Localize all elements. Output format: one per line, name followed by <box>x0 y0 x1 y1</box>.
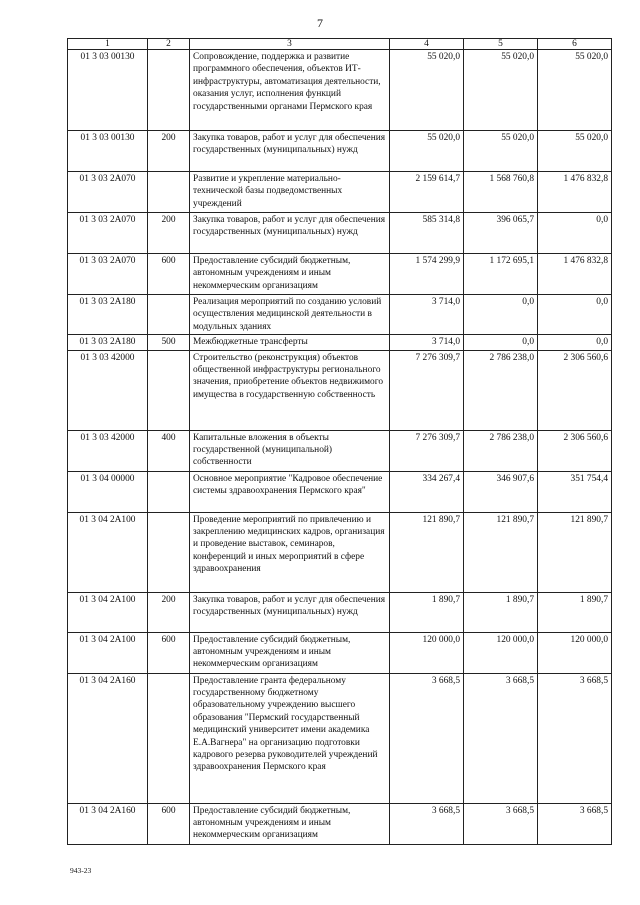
row-code: 01 3 03 42000 <box>68 350 148 430</box>
row-value-col5: 0,0 <box>464 295 538 335</box>
row-code: 01 3 03 00130 <box>68 131 148 172</box>
row-name: Закупка товаров, работ и услуг для обеспечения государственных (муниципальных) нужд <box>190 131 390 172</box>
row-name: Закупка товаров, работ и услуг для обеспечения государственных (муниципальных) нужд <box>190 213 390 254</box>
header-col-5: 5 <box>464 39 538 50</box>
row-value-col6: 3 668,5 <box>538 673 612 803</box>
row-name: Закупка товаров, работ и услуг для обеспечения государственных (муниципальных) нужд <box>190 592 390 632</box>
row-name: Предоставление гранта федеральному государственному бюджетному образовательному учреждению высшего образования "Пермский государственный медицинский университет имени академика Е.А.Вагнера" на организацию подготовки кадрового резерва руководителей учреждений здравоохранения Пермского края <box>190 673 390 803</box>
budget-table <box>67 38 612 845</box>
row-value-col4: 585 314,8 <box>390 213 464 254</box>
header-col-3: 3 <box>190 39 390 50</box>
row-expense-type: 200 <box>148 592 190 632</box>
row-code: 01 3 03 2А070 <box>68 213 148 254</box>
row-code: 01 3 04 2А160 <box>68 803 148 844</box>
row-value-col6: 0,0 <box>538 213 612 254</box>
table-row <box>68 172 612 213</box>
row-name: Сопровождение, поддержка и развитие программного обеспечения, объектов ИТ-инфраструктуры, автоматизация деятельности, оказания услуг, исполнения функций государственными органами Пермского края <box>190 50 390 131</box>
row-value-col4: 121 890,7 <box>390 512 464 592</box>
table-row <box>68 471 612 512</box>
row-code: 01 3 04 2А100 <box>68 592 148 632</box>
header-col-2: 2 <box>148 39 190 50</box>
row-expense-type <box>148 512 190 592</box>
table-row <box>68 131 612 172</box>
header-row <box>68 39 612 50</box>
row-code: 01 3 03 42000 <box>68 430 148 471</box>
table-row <box>68 430 612 471</box>
row-code: 01 3 04 2А100 <box>68 632 148 673</box>
row-value-col6: 3 668,5 <box>538 803 612 844</box>
row-value-col6: 2 306 560,6 <box>538 350 612 430</box>
row-value-col5: 396 065,7 <box>464 213 538 254</box>
row-value-col6: 0,0 <box>538 295 612 335</box>
row-expense-type <box>148 172 190 213</box>
row-name: Проведение мероприятий по привлечению и закреплению медицинских кадров, организация и проведение выставок, семинаров, конференций и иных мероприятий в сфере здравоохранения <box>190 512 390 592</box>
row-value-col6: 2 306 560,6 <box>538 430 612 471</box>
table-row <box>68 632 612 673</box>
row-name: Межбюджетные трансферты <box>190 335 390 350</box>
row-expense-type <box>148 673 190 803</box>
row-value-col4: 1 890,7 <box>390 592 464 632</box>
row-value-col4: 3 714,0 <box>390 335 464 350</box>
table-row <box>68 213 612 254</box>
row-name: Основное мероприятие "Кадровое обеспечение системы здравоохранения Пермского края" <box>190 471 390 512</box>
row-value-col5: 120 000,0 <box>464 632 538 673</box>
row-name: Предоставление субсидий бюджетным, автономным учреждениям и иным некоммерческим организациям <box>190 632 390 673</box>
row-expense-type: 500 <box>148 335 190 350</box>
row-value-col6: 55 020,0 <box>538 131 612 172</box>
table-row <box>68 592 612 632</box>
row-code: 01 3 03 2А180 <box>68 295 148 335</box>
row-value-col6: 121 890,7 <box>538 512 612 592</box>
row-value-col6: 0,0 <box>538 335 612 350</box>
row-value-col6: 55 020,0 <box>538 50 612 131</box>
row-value-col5: 2 786 238,0 <box>464 430 538 471</box>
table-row <box>68 254 612 295</box>
row-value-col5: 0,0 <box>464 335 538 350</box>
row-expense-type <box>148 471 190 512</box>
row-value-col6: 1 476 832,8 <box>538 172 612 213</box>
row-code: 01 3 03 2А070 <box>68 172 148 213</box>
row-expense-type: 400 <box>148 430 190 471</box>
header-col-6: 6 <box>538 39 612 50</box>
row-value-col6: 1 890,7 <box>538 592 612 632</box>
table-row <box>68 50 612 131</box>
row-expense-type: 200 <box>148 131 190 172</box>
row-value-col5: 1 890,7 <box>464 592 538 632</box>
row-code: 01 3 03 2А070 <box>68 254 148 295</box>
row-expense-type <box>148 350 190 430</box>
row-expense-type: 600 <box>148 254 190 295</box>
row-name: Предоставление субсидий бюджетным, автономным учреждениям и иным некоммерческим организациям <box>190 254 390 295</box>
row-name: Строительство (реконструкция) объектов общественной инфраструктуры регионального значения, приобретение объектов недвижимого имущества в государственную собственность <box>190 350 390 430</box>
table-row <box>68 803 612 844</box>
row-value-col5: 3 668,5 <box>464 803 538 844</box>
row-value-col4: 7 276 309,7 <box>390 430 464 471</box>
row-name: Реализация мероприятий по созданию условий осуществления медицинской деятельности в модульных зданиях <box>190 295 390 335</box>
row-value-col4: 3 714,0 <box>390 295 464 335</box>
row-value-col5: 1 568 760,8 <box>464 172 538 213</box>
row-expense-type: 600 <box>148 803 190 844</box>
row-value-col5: 1 172 695,1 <box>464 254 538 295</box>
table-row <box>68 673 612 803</box>
row-value-col6: 1 476 832,8 <box>538 254 612 295</box>
row-name: Капитальные вложения в объекты государственной (муниципальной) собственности <box>190 430 390 471</box>
row-value-col5: 55 020,0 <box>464 131 538 172</box>
row-name: Развитие и укрепление материально-технической базы подведомственных учреждений <box>190 172 390 213</box>
row-value-col5: 3 668,5 <box>464 673 538 803</box>
table-row <box>68 335 612 350</box>
row-value-col6: 351 754,4 <box>538 471 612 512</box>
page-number: 7 <box>317 16 323 30</box>
row-code: 01 3 04 2А160 <box>68 673 148 803</box>
row-expense-type <box>148 295 190 335</box>
row-value-col4: 55 020,0 <box>390 50 464 131</box>
row-value-col5: 2 786 238,0 <box>464 350 538 430</box>
table-row <box>68 350 612 430</box>
row-value-col4: 334 267,4 <box>390 471 464 512</box>
row-value-col6: 120 000,0 <box>538 632 612 673</box>
row-expense-type: 200 <box>148 213 190 254</box>
row-value-col4: 2 159 614,7 <box>390 172 464 213</box>
table-row <box>68 512 612 592</box>
row-name: Предоставление субсидий бюджетным, автономным учреждениям и иным некоммерческим организациям <box>190 803 390 844</box>
row-value-col4: 7 276 309,7 <box>390 350 464 430</box>
row-value-col5: 121 890,7 <box>464 512 538 592</box>
header-col-1: 1 <box>68 39 148 50</box>
row-value-col4: 1 574 299,9 <box>390 254 464 295</box>
row-value-col4: 120 000,0 <box>390 632 464 673</box>
row-value-col5: 346 907,6 <box>464 471 538 512</box>
row-code: 01 3 04 00000 <box>68 471 148 512</box>
row-value-col4: 3 668,5 <box>390 803 464 844</box>
row-expense-type: 600 <box>148 632 190 673</box>
header-col-4: 4 <box>390 39 464 50</box>
row-code: 01 3 03 2А180 <box>68 335 148 350</box>
table-row <box>68 295 612 335</box>
row-value-col4: 3 668,5 <box>390 673 464 803</box>
row-code: 01 3 04 2А100 <box>68 512 148 592</box>
row-code: 01 3 03 00130 <box>68 50 148 131</box>
row-value-col5: 55 020,0 <box>464 50 538 131</box>
budget-table-container <box>67 38 611 845</box>
row-value-col4: 55 020,0 <box>390 131 464 172</box>
row-expense-type <box>148 50 190 131</box>
document-footer-code: 943-23 <box>70 866 92 875</box>
